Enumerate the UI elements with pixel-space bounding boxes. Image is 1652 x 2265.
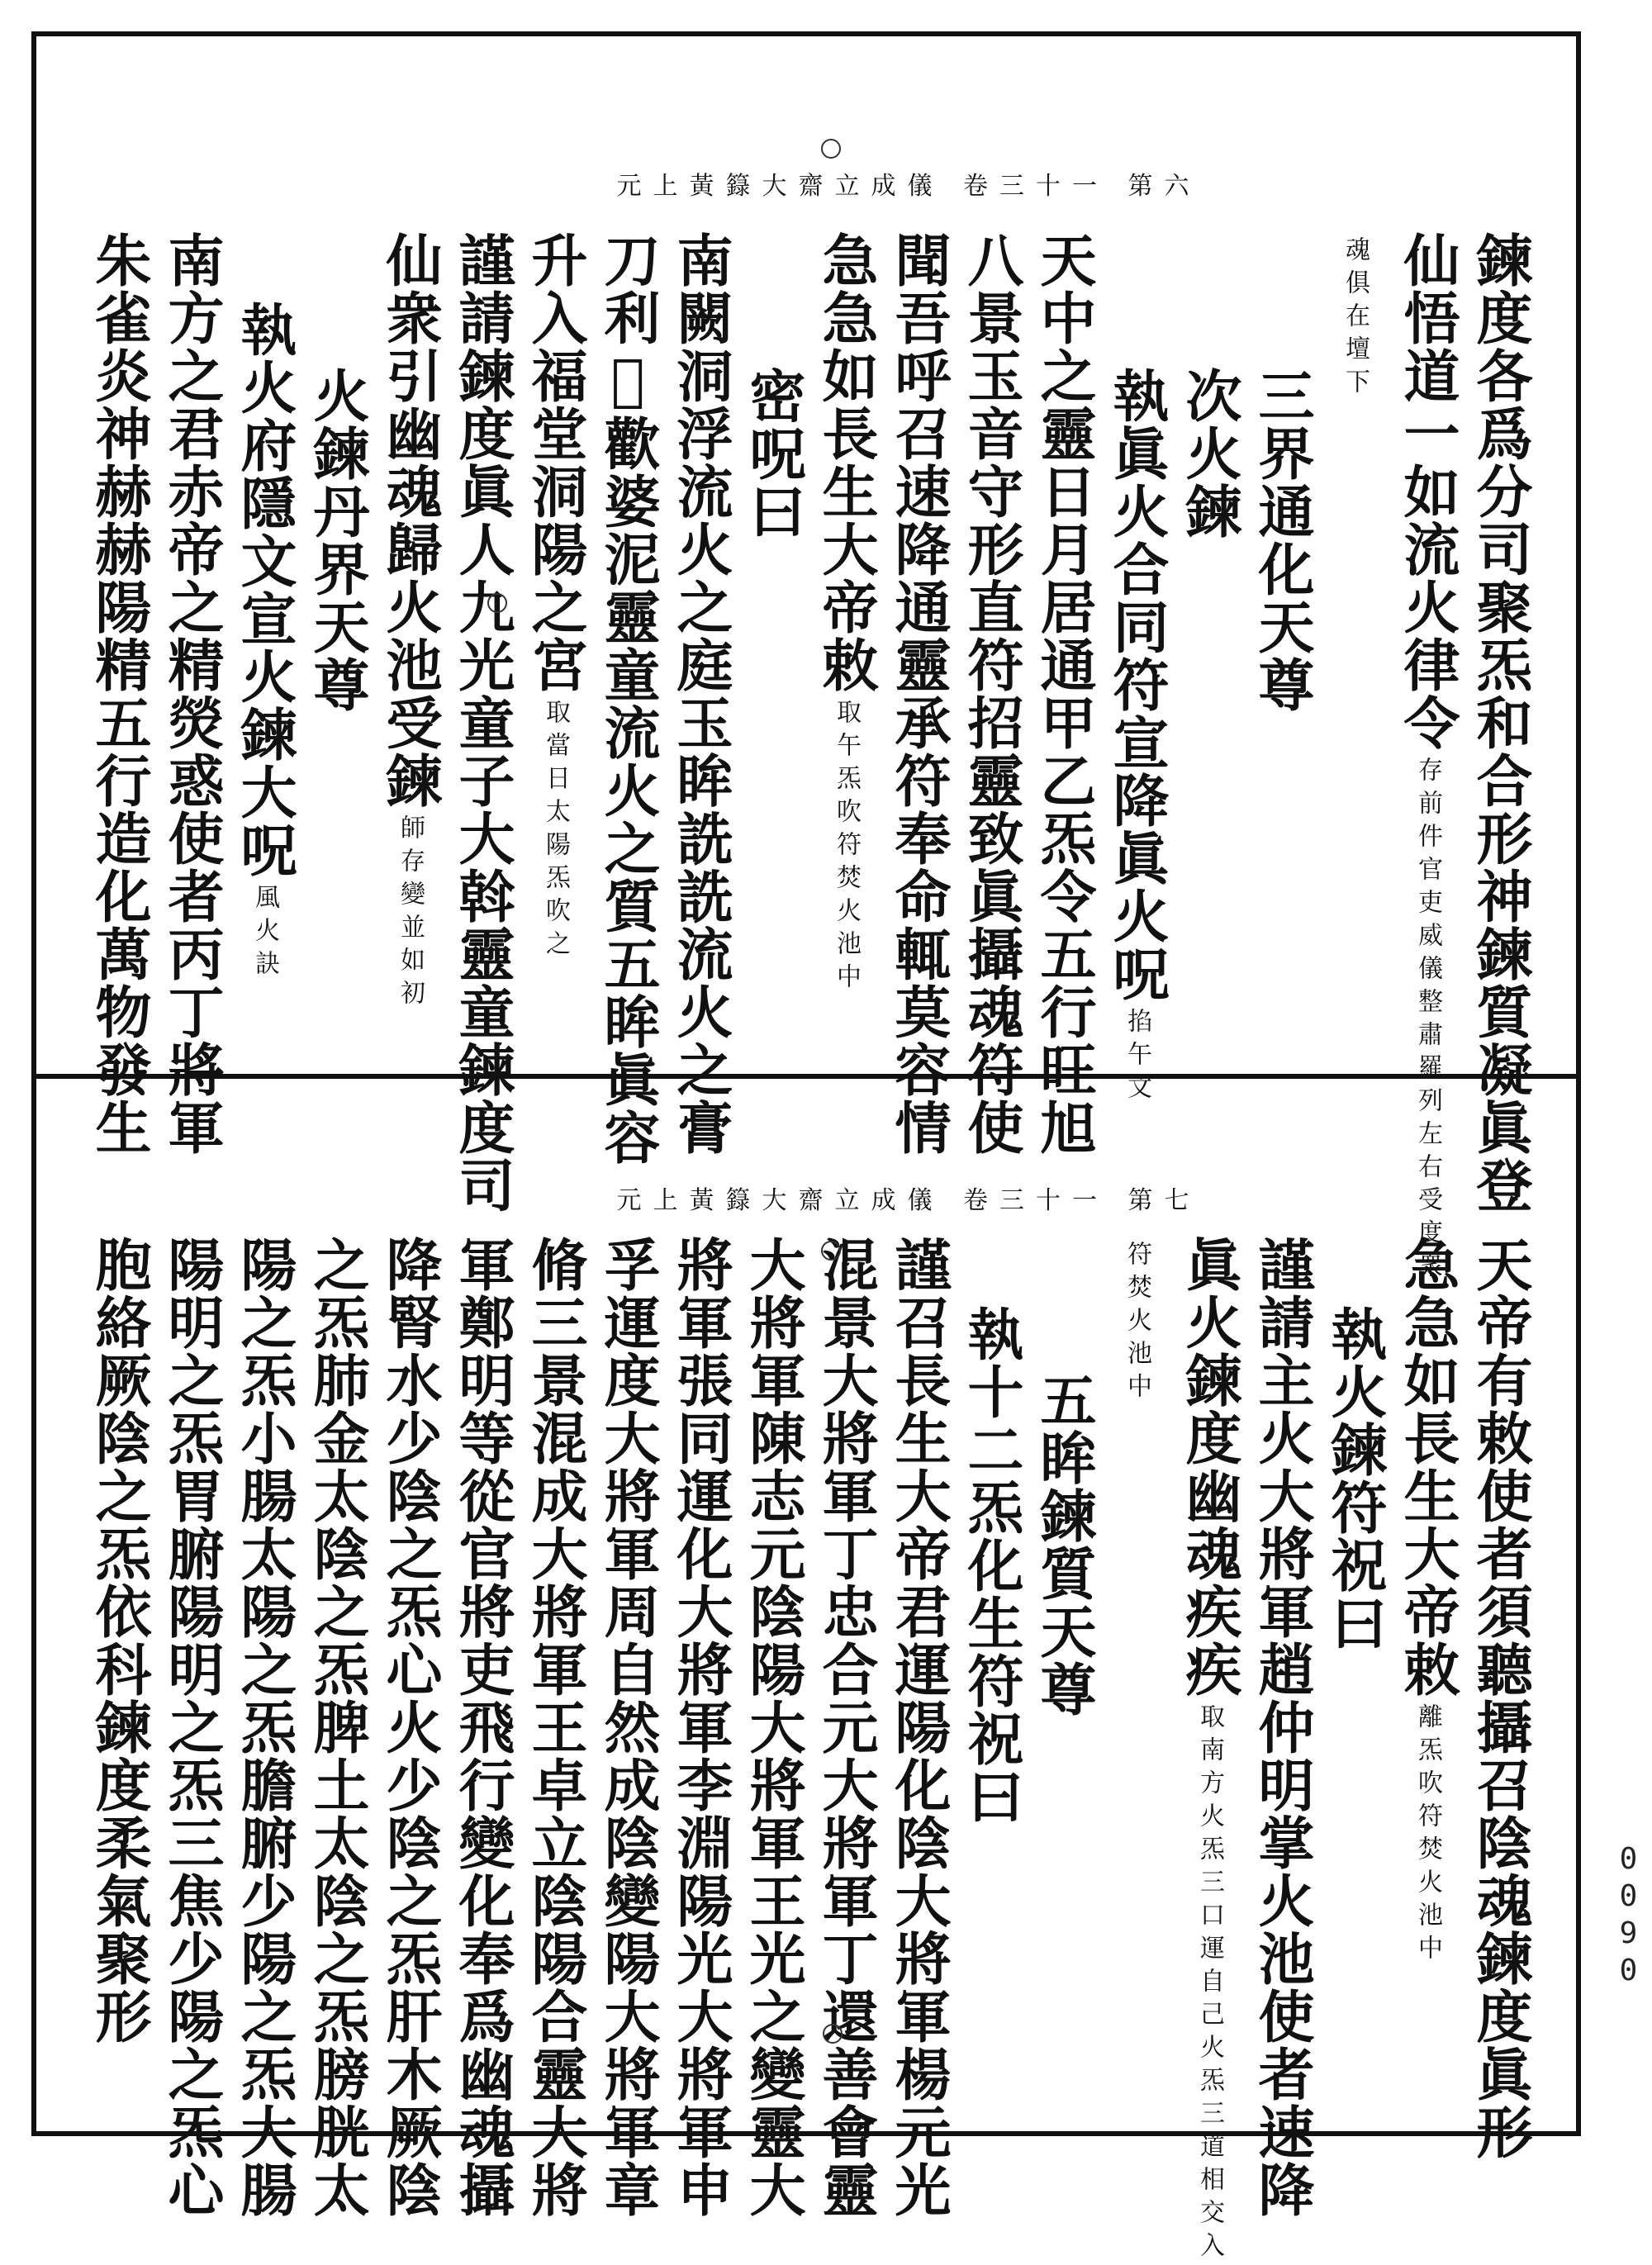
column-text: 胞絡厥陰之炁依科鍊度柔氣聚形 xyxy=(86,1236,152,2045)
text-column xyxy=(301,1236,373,2219)
text-column xyxy=(1173,231,1246,540)
text-column xyxy=(1464,1236,1536,2161)
text-column xyxy=(809,231,882,996)
column-text: 將軍張同運化大將軍李淵陽光大將軍申 xyxy=(667,1236,733,2219)
annotation-note: 離炁吹符焚火池中 xyxy=(1413,1703,1442,1968)
text-column xyxy=(1100,1236,1173,1406)
column-text: 大將軍陳志元陰陽大將軍王光之變靈大 xyxy=(740,1236,806,2219)
text-column xyxy=(155,231,228,1156)
column-text: 密呪曰 xyxy=(740,367,806,540)
column-text: 急急如長生大帝敕 xyxy=(813,231,879,694)
column-text: 執眞火合同符宣降眞火呪 xyxy=(1104,367,1170,1003)
text-column xyxy=(591,1236,664,2219)
column-text: 五眸鍊質天尊 xyxy=(1031,1371,1097,1718)
column-text: 仙悟道一如流火律令 xyxy=(1394,231,1460,752)
text-column xyxy=(83,231,155,1156)
text-column xyxy=(446,231,519,1214)
column-text: 次火鍊 xyxy=(1176,367,1242,540)
page-divider xyxy=(31,1074,1581,1079)
annotation-note: 取當日太陽炁吹之 xyxy=(541,699,570,963)
column-text: 陽明之炁胃腑陽明之炁三焦少陽之炁心 xyxy=(159,1236,225,2219)
text-column xyxy=(1391,1236,1464,1968)
column-text: 孚運度大將軍周自然成陰變陽大將軍章 xyxy=(595,1236,661,2219)
text-column xyxy=(955,231,1028,1156)
column-text: 南闕洞浮流火之庭玉眸詵詵流火之膏 xyxy=(667,231,733,1156)
annotation-note: 存前件官吏威儀整肅羅列左右受度衆 xyxy=(1413,757,1442,1285)
punctuation-circle-mark xyxy=(821,1241,841,1261)
annotation-note: 師存變並如初 xyxy=(396,814,425,1013)
text-column xyxy=(1100,231,1173,1107)
text-column xyxy=(1464,231,1536,1214)
column-text: 南方之君赤帝之精熒惑使者丙丁將軍 xyxy=(159,231,225,1156)
text-column xyxy=(301,231,373,714)
column-text: 天中之靈日月居通甲乙炁令五行旺旭 xyxy=(1031,231,1097,1156)
punctuation-circle-mark xyxy=(487,593,507,613)
column-text: 謹召長生大帝君運陽化陰大將軍楊元光 xyxy=(885,1236,952,2219)
column-text: 降腎水少陰之炁心火少陰之炁肝木厥陰 xyxy=(377,1236,443,2219)
column-text: 火鍊丹界天尊 xyxy=(304,367,370,714)
text-column xyxy=(446,1236,519,2219)
column-text: 混景大將軍丁忠合元大將軍丁還善會靈 xyxy=(813,1236,879,2219)
column-text: 執火府隱文宣火鍊大呪 xyxy=(231,301,297,879)
text-column xyxy=(1318,1236,1391,1652)
text-column xyxy=(809,1236,882,2219)
page-header: 元上黃籙大齋立成儀 卷三十一 第七 xyxy=(616,1186,1201,1215)
text-column xyxy=(1028,231,1100,1156)
column-text: 升入福堂洞陽之宮 xyxy=(522,231,588,694)
text-column xyxy=(591,231,664,1166)
column-text: 仙衆引幽魂歸火池受鍊 xyxy=(377,231,443,810)
annotation-note: 風火訣 xyxy=(250,884,279,983)
column-text: 軍鄭明等從官將吏飛行變化奉爲幽魂攝 xyxy=(449,1236,515,2219)
column-text: 聞吾呼召速降通靈承符奉命輒莫容情 xyxy=(885,231,952,1156)
text-column xyxy=(664,231,737,1156)
column-text: 謹請鍊度眞人九光童子大斡靈童鍊度司 xyxy=(449,231,515,1214)
text-column xyxy=(664,1236,737,2219)
annotation-note: 魂俱在壇下 xyxy=(1341,236,1370,401)
column-text: 謹請主火大將軍趙仲明掌火池使者速降 xyxy=(1249,1236,1315,2219)
column-text: 脩三景混成大將軍王卓立陰陽合靈大將 xyxy=(522,1236,588,2219)
text-column xyxy=(1246,231,1318,714)
column-text: 執火鍊符祝曰 xyxy=(1322,1305,1388,1652)
text-column xyxy=(955,1236,1028,1826)
text-column xyxy=(737,231,809,540)
text-column xyxy=(1318,231,1391,401)
text-column xyxy=(519,1236,591,2219)
column-text: 天帝有敕使者須聽攝召陰魂鍊度眞形 xyxy=(1467,1236,1533,2161)
punctuation-circle-mark xyxy=(823,2024,843,2044)
column-text: 急急如長生大帝敕 xyxy=(1394,1236,1460,1698)
annotation-note: 取南方火炁三口運自己火炁三道相交入 xyxy=(1195,1703,1224,2265)
page-seven xyxy=(41,1087,1569,2265)
text-column xyxy=(83,1236,155,2045)
text-column xyxy=(1246,1236,1318,2219)
text-column xyxy=(155,1236,228,2219)
text-column xyxy=(737,1236,809,2219)
annotation-note: 符焚火池中 xyxy=(1123,1241,1151,1406)
text-column xyxy=(373,1236,446,2219)
column-text: 之炁肺金太陰之炁脾土太陰之炁膀胱太 xyxy=(304,1236,370,2219)
column-text: 執十二炁化生符祝曰 xyxy=(958,1305,1024,1826)
column-text: 朱雀炎神赫赫陽精五行造化萬物發生 xyxy=(86,231,152,1156)
column-text: 八景玉音守形直符招靈致眞攝魂符使 xyxy=(958,231,1024,1156)
text-column xyxy=(228,1236,301,2219)
page-number: 0090 xyxy=(1612,1842,1645,1991)
column-text: 刀利𡪊歡婆泥靈童流火之質五眸眞容 xyxy=(595,231,661,1166)
column-text: 三界通化天尊 xyxy=(1249,367,1315,714)
column-text: 鍊度各爲分司聚炁和合形神鍊質凝眞登 xyxy=(1467,231,1533,1214)
text-column xyxy=(882,1236,955,2219)
page-header: 元上黃籙大齋立成儀 卷三十一 第六 xyxy=(616,172,1201,201)
text-column xyxy=(373,231,446,1013)
text-columns xyxy=(83,1236,1536,2265)
text-column xyxy=(882,231,955,1156)
column-text: 陽之炁小腸太陽之炁膽腑少陽之炁大腸 xyxy=(231,1236,297,2219)
text-column xyxy=(1028,1236,1100,1718)
annotation-note: 掐午文 xyxy=(1123,1008,1151,1107)
text-column xyxy=(1173,1236,1246,2265)
punctuation-circle-mark xyxy=(821,139,841,159)
annotation-note: 取午炁吹符焚火池中 xyxy=(832,699,861,996)
column-text: 眞火鍊度幽魂疾疾 xyxy=(1176,1236,1242,1698)
text-column xyxy=(519,231,591,963)
text-column xyxy=(228,231,301,983)
